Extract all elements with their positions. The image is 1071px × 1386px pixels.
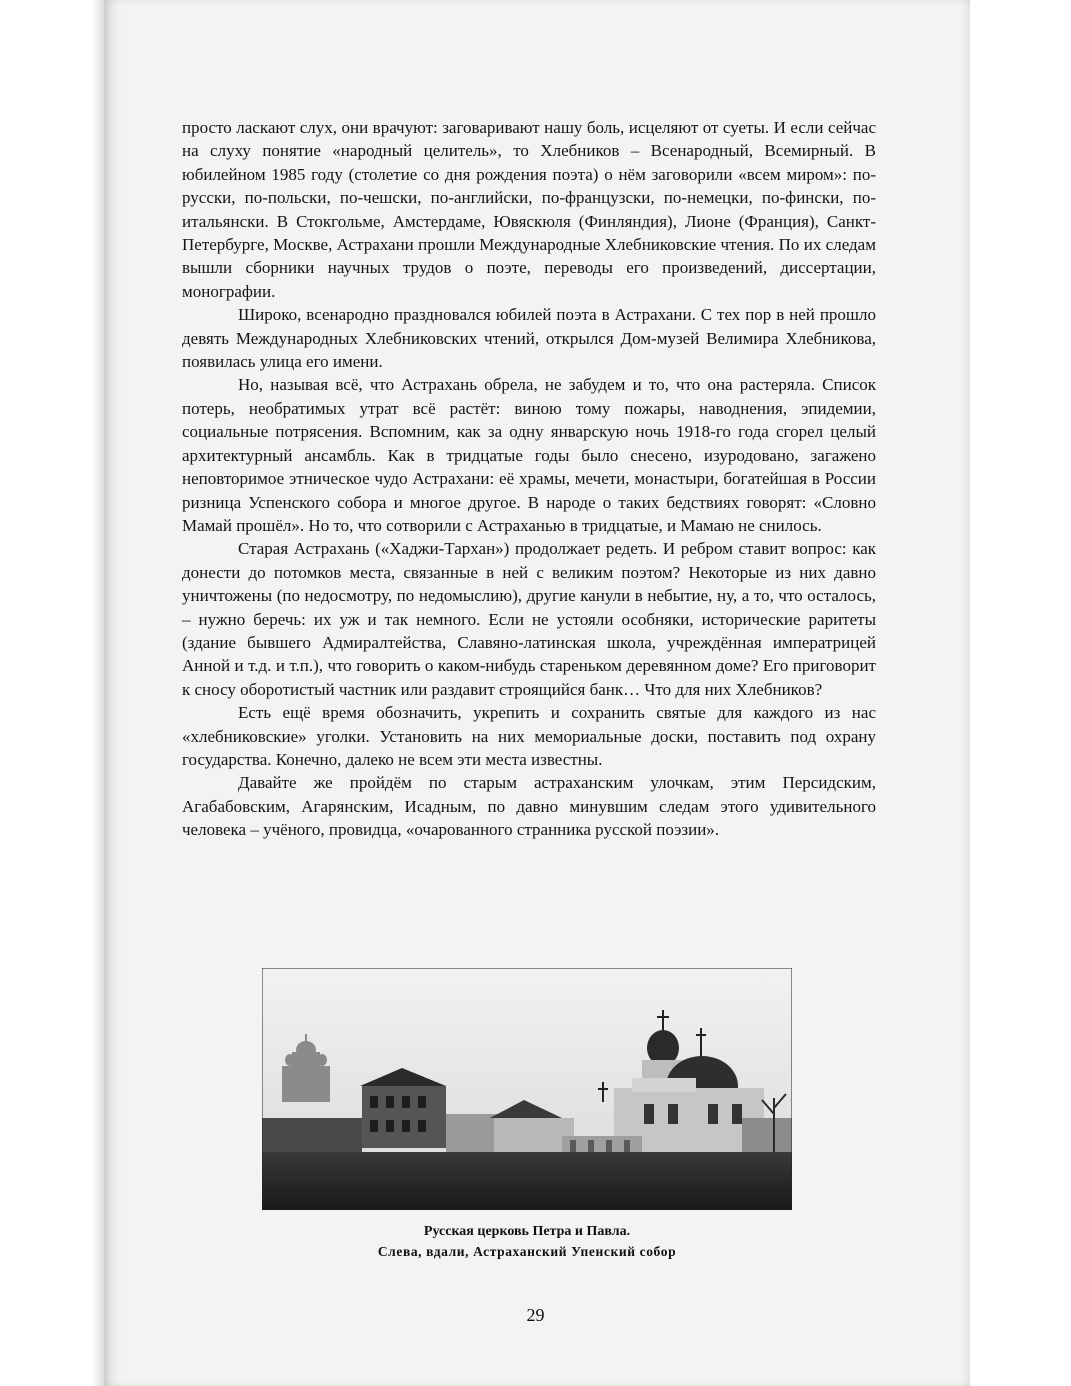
paragraph: Давайте же пройдём по старым астраханским улочкам, этим Персидским, Агабабовским, Агарянским, Исадным, по давно минувшим следам этого удивительного человека – учёного, провидца, «очарованного странника русской поэзии». (182, 773, 876, 840)
scan-margin-left (0, 0, 104, 1386)
page-number: 29 (526, 1305, 545, 1325)
scan-margin-right (970, 0, 1071, 1386)
caption-title: Русская церковь Петра и Павла. (423, 1224, 631, 1239)
paragraph: Старая Астрахань («Хаджи-Тархан») продолжает редеть. И ребром ставит вопрос: как донести до потомков места, связанные в ней с великим поэтом? Некоторые из них давно уничтожены (по недосмотру, по недомыслию), другие канули в небытие, ну, а то, что осталось, – нужно беречь: их уж и так немного. Если не устояли особняки, исторические раритеты (здание бывшего Адмиралтейства, Славяно-латинская школа, учреждённая императрицей Анной и т.д. и т.п.), что говорить о каком-нибудь стареньком деревянном доме? Его приговорит к сносу оборотистый частник или раздавит строящийся банк… Что для них Хлебников? (182, 539, 876, 699)
body-text (182, 116, 876, 842)
photo-caption (262, 1222, 792, 1262)
paragraph: Но, называя всё, что Астрахань обрела, не забудем и то, что она растеряла. Список потерь, необратимых утрат всё растёт: виною тому пожары, наводнения, эпидемии, социальные потрясения. Вспомним, как за одну январскую ночь 1918-го года сгорел целый архитектурный ансамбль. Как в тридцатые годы было снесено, изуродовано, загажено неповторимое этническое чудо Астрахани: её храмы, мечети, монастыри, богатейшая в России ризница Успенского собора и многое другое. В народе о таких бедствиях говорят: «Словно Мамай прошёл». Но то, что сотворили с Астраханью в тридцатые, и Мамаю не снилось. (182, 375, 876, 535)
church-photograph (262, 968, 792, 1210)
paragraph: Есть ещё время обозначить, укрепить и сохранить святые для каждого из нас «хлебниковские» уголки. Установить на них мемориальные доски, поставить под охрану государства. Конечно, далеко не всем эти места известны. (182, 703, 876, 769)
caption-subtitle: Слева, вдали, Астраханский Упенский собор (377, 1244, 677, 1259)
paragraph: Широко, всенародно праздновался юбилей поэта в Астрахани. С тех пор в ней прошло девять Международных Хлебниковских чтений, открылся Дом-музей Велимира Хлебникова, появилась улица его имени. (182, 305, 876, 372)
paragraph: просто ласкают слух, они врачуют: заговаривают нашу боль, исцеляют от суеты. И если сейчас на слуху понятие «народный целитель», то Хлебников – Всенародный, Всемирный. В юбилейном 1985 году (столетие со дня рождения поэта) о нём заговорили «всем миром»: по-русски, по-польски, по-чешски, по-английски, по-французски, по-немецки, по-фински, по-итальянски. В Стокгольме, Амстердаме, Ювяскюля (Финляндия), Лионе (Франция), Санкт-Петербурге, Москве, Астрахани прошли Международные Хлебниковские чтения. По их следам вышли сборники научных трудов о поэте, переводы его произведений, диссертации, монографии. (182, 118, 876, 301)
